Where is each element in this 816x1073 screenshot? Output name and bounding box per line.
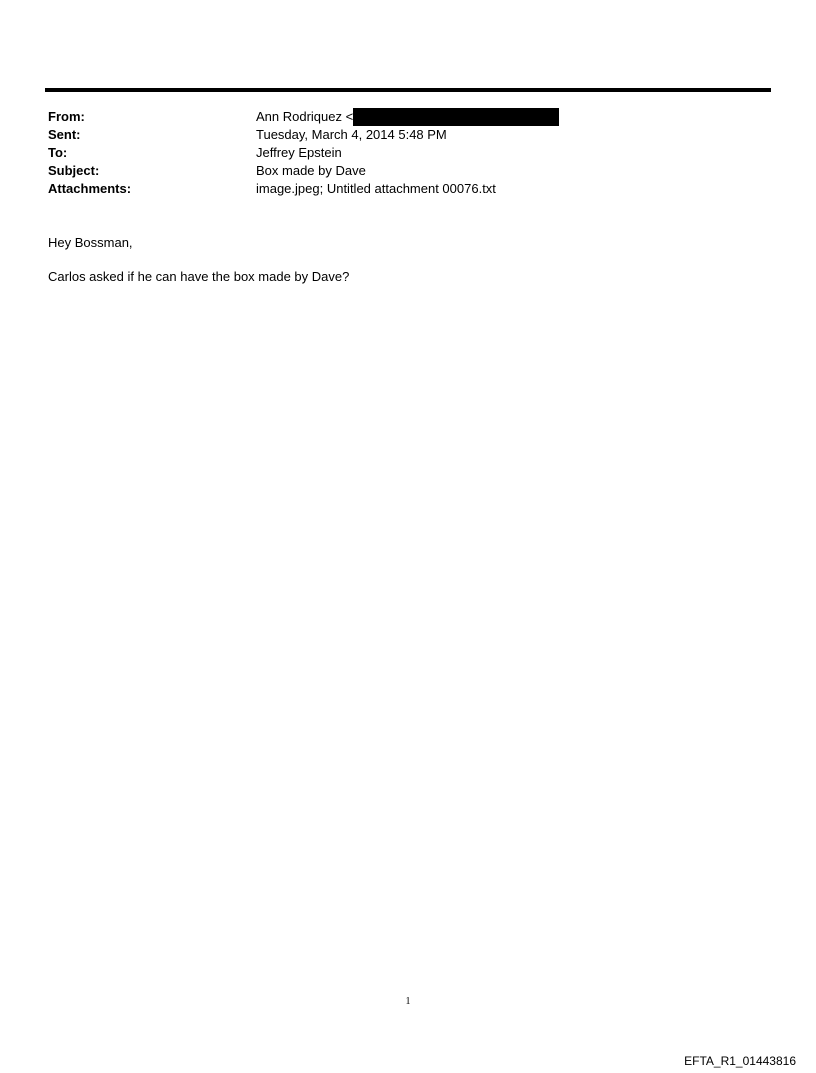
page-number: 1 bbox=[405, 996, 411, 1007]
redaction-box bbox=[353, 108, 559, 126]
header-divider bbox=[45, 88, 771, 92]
attachments-value: image.jpeg; Untitled attachment 00076.txt bbox=[256, 181, 496, 196]
subject-label: Subject: bbox=[48, 163, 100, 178]
subject-value: Box made by Dave bbox=[256, 163, 366, 178]
from-name: Ann Rodriquez < bbox=[256, 109, 354, 124]
sent-label: Sent: bbox=[48, 127, 81, 142]
to-value: Jeffrey Epstein bbox=[256, 145, 342, 160]
greeting: Hey Bossman, bbox=[48, 235, 133, 250]
to-label: To: bbox=[48, 145, 68, 160]
document-id: EFTA_R1_01443816 bbox=[684, 1054, 796, 1068]
email-body bbox=[48, 234, 349, 302]
message-text: Carlos asked if he can have the box made by Dave? bbox=[48, 269, 350, 284]
from-value bbox=[256, 108, 559, 126]
from-label: From: bbox=[48, 109, 85, 124]
attachments-label: Attachments: bbox=[48, 181, 132, 196]
sent-value: Tuesday, March 4, 2014 5:48 PM bbox=[256, 127, 447, 142]
